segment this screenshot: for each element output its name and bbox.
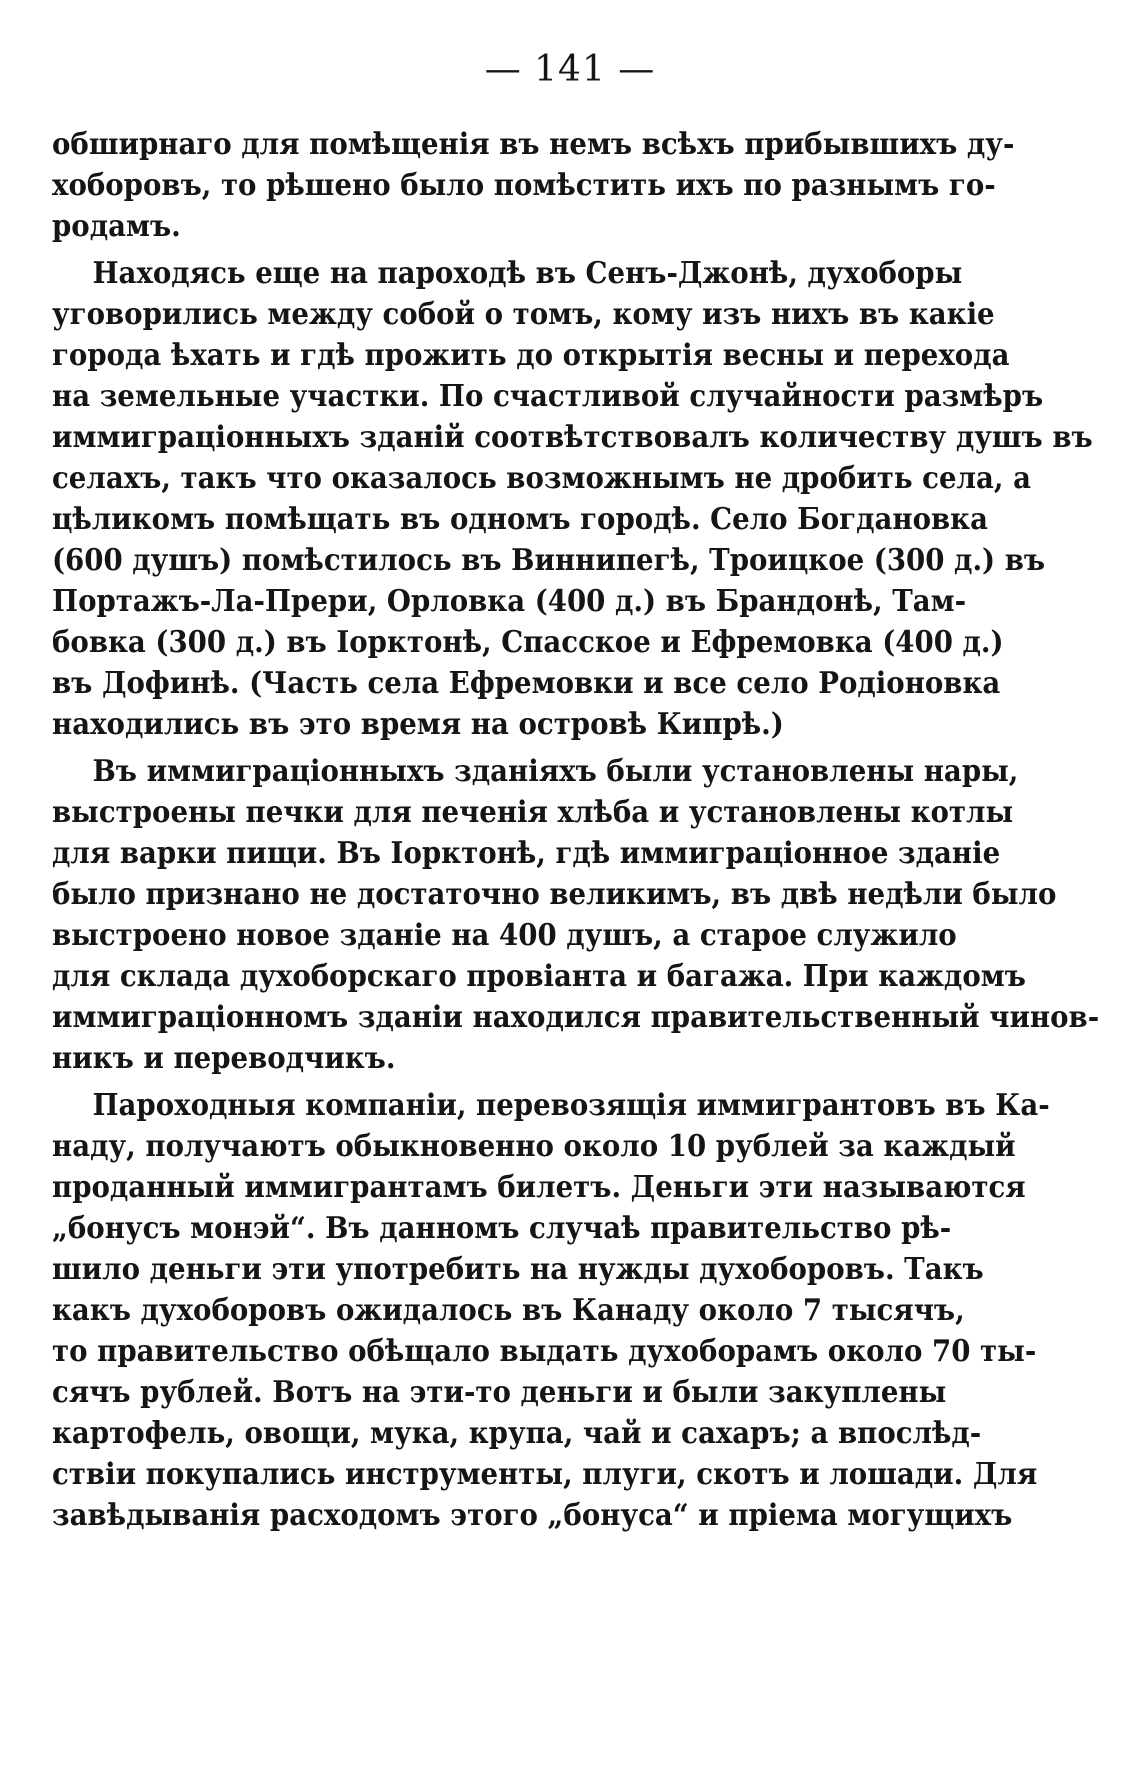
text-line: для склада духоборскаго провіанта и багажа. При каждомъ <box>52 959 1026 994</box>
text-line: города ѣхать и гдѣ прожить до открытія весны и перехода <box>52 338 1010 373</box>
text-line: „бонусъ монэй“. Въ данномъ случаѣ правительство рѣ- <box>52 1211 952 1246</box>
text-line: сячъ рублей. Вотъ на эти-то деньги и были закуплены <box>52 1375 947 1410</box>
text-line: уговорились между собой о томъ, кому изъ нихъ въ какіе <box>52 297 995 332</box>
text-line: то правительство обѣщало выдать духоборамъ около 70 ты- <box>52 1334 1037 1369</box>
text-line: проданный иммигрантамъ билетъ. Деньги эти называются <box>52 1170 1026 1205</box>
paragraph <box>52 751 1100 1079</box>
text-line: селахъ, такъ что оказалось возможнымъ не дробить села, а <box>52 461 1031 496</box>
text-line: иммиграціонномъ зданіи находился правительственный чинов- <box>52 1000 1100 1035</box>
text-line: бовка (300 д.) въ Іорктонѣ, Спасское и Ефремовка (400 д.) <box>52 625 1004 660</box>
text-line: шило деньги эти употребить на нужды духоборовъ. Такъ <box>52 1252 984 1287</box>
text-line: хоборовъ, то рѣшено было помѣстить ихъ по разнымъ го- <box>52 168 996 203</box>
text-line: было признано не достаточно великимъ, въ двѣ недѣли было <box>52 877 1057 912</box>
text-line: (600 душъ) помѣстилось въ Виннипегѣ, Троицкое (300 д.) въ <box>52 543 1046 578</box>
body-text <box>52 124 1100 1536</box>
text-line: въ Дофинѣ. (Часть села Ефремовки и все село Родіоновка <box>52 666 1001 701</box>
text-line: на земельные участки. По счастливой случайности размѣръ <box>52 379 1044 414</box>
text-line: Портажъ-Ла-Прери, Орловка (400 д.) въ Брандонѣ, Там- <box>52 584 967 619</box>
text-line: для варки пищи. Въ Іорктонѣ, гдѣ иммиграціонное зданіе <box>52 836 1001 871</box>
text-line: Въ иммиграціонныхъ зданіяхъ были установлены нары, <box>92 754 1019 789</box>
text-line: цѣликомъ помѣщать въ одномъ городѣ. Село Богдановка <box>52 502 988 537</box>
text-line: ствіи покупались инструменты, плуги, скотъ и лошади. Для <box>52 1457 1038 1492</box>
text-line: иммиграціонныхъ зданій соотвѣтствовалъ количеству душъ въ <box>52 420 1093 455</box>
text-line: выстроены печки для печенія хлѣба и установлены котлы <box>52 795 1014 830</box>
text-line: никъ и переводчикъ. <box>52 1041 396 1076</box>
text-line: Пароходныя компаніи, перевозящія иммигрантовъ въ Ка- <box>92 1088 1050 1123</box>
paragraph <box>52 124 1015 247</box>
text-line: картофель, овощи, мука, крупа, чай и сахаръ; а впослѣд- <box>52 1416 982 1451</box>
text-line: родамъ. <box>52 209 181 244</box>
paragraph <box>52 253 1093 745</box>
text-line: какъ духоборовъ ожидалось въ Канаду около 7 тысячъ, <box>52 1293 965 1328</box>
text-line: выстроено новое зданіе на 400 душъ, а старое служило <box>52 918 957 953</box>
paragraph <box>52 1085 1050 1536</box>
text-line: находились въ это время на островѣ Кипрѣ.) <box>52 707 784 742</box>
text-line: обширнаго для помѣщенія въ немъ всѣхъ прибывшихъ ду- <box>52 127 1015 162</box>
text-line: завѣдыванія расходомъ этого „бонуса“ и пріема могущихъ <box>52 1498 1013 1533</box>
text-line: наду, получаютъ обыкновенно около 10 рублей за каждый <box>52 1129 1016 1164</box>
page-number: — 141 — <box>484 49 656 90</box>
text-line: Находясь еще на пароходѣ въ Сенъ-Джонѣ, духоборы <box>92 256 963 291</box>
